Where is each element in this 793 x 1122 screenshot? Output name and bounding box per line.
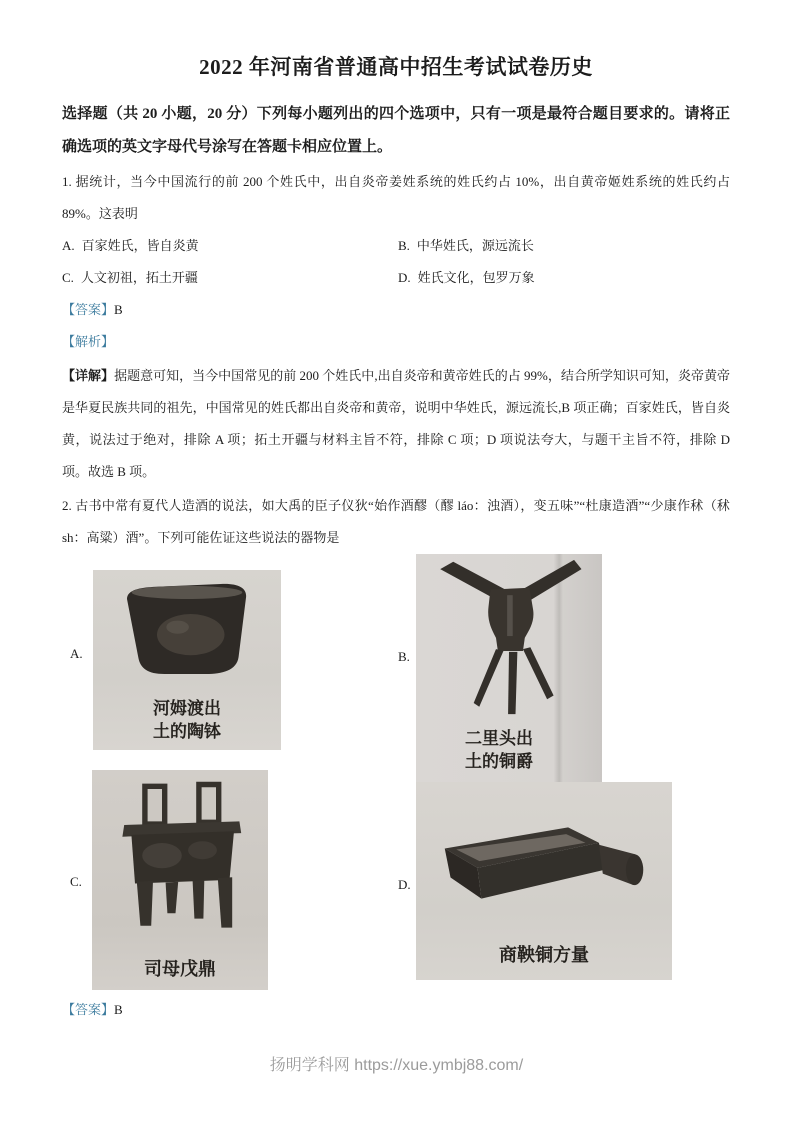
page-title: 2022 年河南省普通高中招生考试试卷历史 bbox=[199, 55, 593, 79]
pottery-bowl-image bbox=[112, 578, 262, 680]
option-b bbox=[398, 230, 730, 262]
question-1-options bbox=[62, 230, 730, 294]
figure-a-photo bbox=[93, 570, 281, 750]
question-1-analysis-line bbox=[62, 326, 730, 358]
option-d-text: 姓氏文化，包罗万象 bbox=[417, 270, 535, 285]
figure-label-c: C. bbox=[70, 874, 82, 889]
answer-label: 【答案】 bbox=[62, 302, 115, 317]
figure-label-b: B. bbox=[398, 649, 410, 664]
figure-c-caption: 司母戊鼎 bbox=[144, 959, 216, 979]
answer-label-2: 【答案】 bbox=[62, 1002, 115, 1017]
figure-label-a: A. bbox=[70, 646, 83, 661]
detail-text: 据题意可知，当今中国常见的前 200 个姓氏中,出自炎帝和黄帝姓氏的占 99%，结合所学知识可知，炎帝黄帝是华夏民族共同的祖先，中国常见的姓氏都出自炎帝和黄帝，说明中华姓氏，源远流长,B 项正确；百家姓氏，皆自炎黄，说法过于绝对，排除 A 项；拓土开疆与材料主旨不符，排除 C 项；D 项说法夸大，与题干主旨不符，排除 D 项。故选 B 项。 bbox=[62, 368, 730, 479]
analysis-label: 【解析】 bbox=[62, 334, 115, 349]
option-a-text: 百家姓氏，皆自炎黄 bbox=[81, 238, 199, 253]
figure-b-caption: 二里头出 土的铜爵 bbox=[465, 729, 533, 771]
option-b-key: B. bbox=[398, 238, 410, 253]
option-b-text: 中华姓氏，源远流长 bbox=[416, 238, 534, 253]
question-2-figures bbox=[62, 554, 730, 990]
option-c-text: 人文初祖，拓土开疆 bbox=[80, 270, 198, 285]
option-a bbox=[62, 230, 398, 262]
figure-b-photo bbox=[416, 554, 602, 782]
option-d-key: D. bbox=[398, 270, 411, 285]
question-1-answer-line bbox=[62, 294, 730, 326]
site-footer: 扬明学科网 https://xue.ymbj88.com/ bbox=[269, 1057, 524, 1074]
figure-a-caption: 河姆渡出 土的陶钵 bbox=[153, 699, 221, 741]
option-c-key: C. bbox=[62, 270, 74, 285]
option-c bbox=[62, 262, 398, 294]
question-1-stem: 1. 据统计，当今中国流行的前 200 个姓氏中，出自炎帝姜姓系统的姓氏约占 10%，出自黄帝姬姓系统的姓氏约占 89%。这表明 bbox=[62, 174, 730, 221]
simuwu-ding-image bbox=[108, 776, 252, 928]
question-1-detail bbox=[62, 360, 730, 488]
question-2-answer-line bbox=[62, 994, 730, 1026]
bronze-jue-image bbox=[434, 558, 584, 716]
exam-instructions: 选择题（共 20 小题，20 分）下列每小题列出的四个选项中，只有一项是最符合题目要求的。请将正确选项的英文字母代号涂写在答题卡相应位置上。 bbox=[62, 106, 730, 155]
figure-d-caption: 商鞅铜方量 bbox=[499, 945, 589, 965]
answer-value-2: B bbox=[114, 1002, 123, 1017]
answer-value: B bbox=[114, 302, 123, 317]
figure-d-photo bbox=[416, 782, 672, 980]
figure-label-d: D. bbox=[398, 877, 411, 892]
option-a-key: A. bbox=[62, 238, 75, 253]
bronze-measure-image bbox=[431, 810, 657, 916]
detail-label: 【详解】 bbox=[62, 368, 115, 383]
figure-c-photo bbox=[92, 770, 268, 990]
option-d bbox=[398, 262, 730, 294]
question-2-stem: 2. 古书中常有夏代人造酒的说法，如大禹的臣子仪狄“始作酒醪（醪 láo：浊酒），变五味”“杜康造酒”“少康作秫（秫 sh：高粱）酒”。下列可能佐证这些说法的器物是 bbox=[62, 498, 730, 545]
